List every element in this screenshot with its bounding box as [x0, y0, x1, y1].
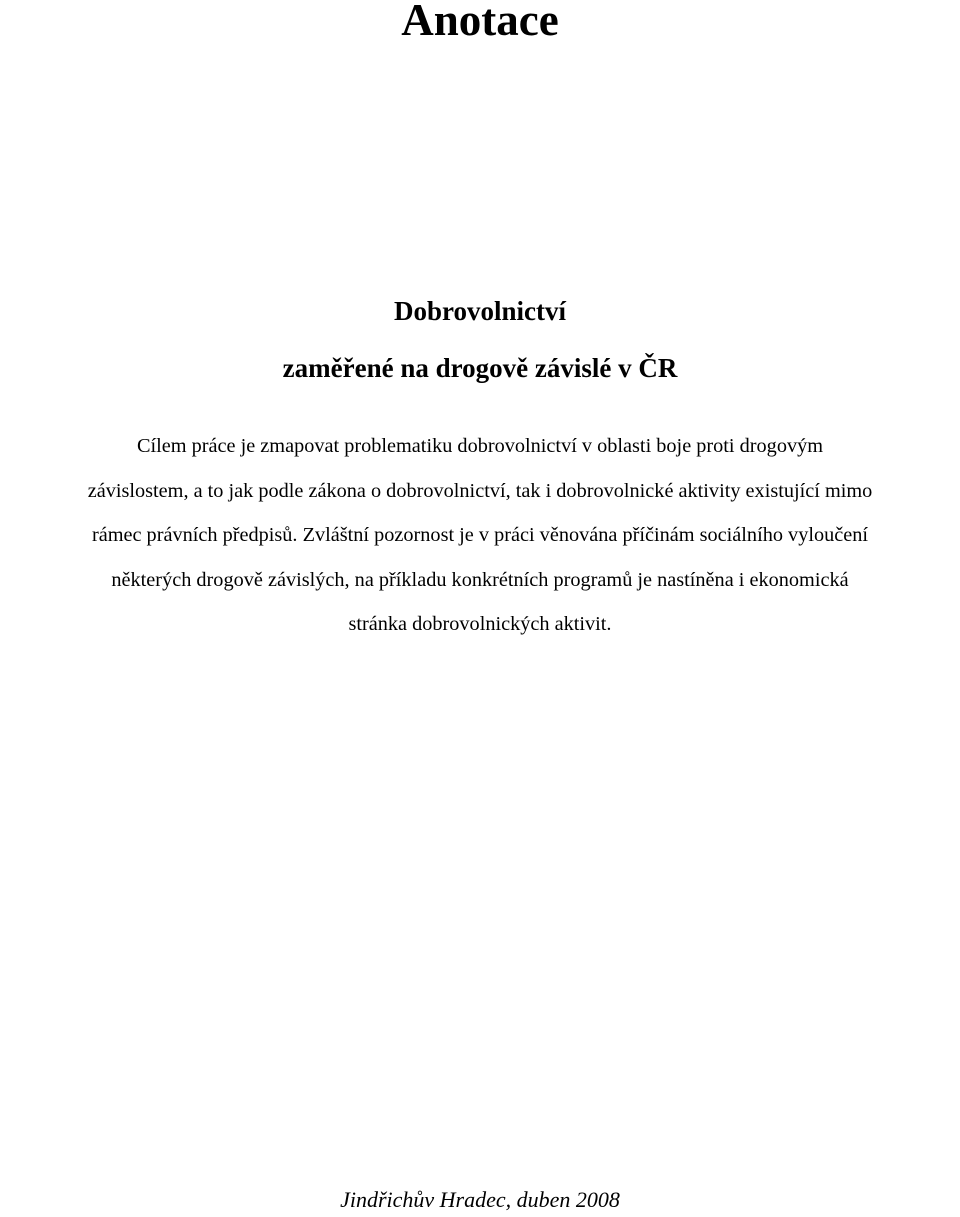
abstract-line-5: stránka dobrovolnických aktivit.	[348, 613, 612, 635]
abstract-line-2: závislostem, a to jak podle zákona o dobrovolnictví, tak i dobrovolnické aktivity existující mimo	[87, 479, 873, 502]
thesis-title-line-2: zaměřené na drogově závislé v ČR	[282, 353, 678, 383]
page-title: Anotace	[401, 0, 559, 45]
abstract-line-3: rámec právních předpisů. Zvláštní pozornost je v práci věnována příčinám sociálního vyloučení	[91, 524, 869, 546]
abstract-line-1: Cílem práce je zmapovat problematiku dobrovolnictví v oblasti boje proti drogovým	[136, 435, 824, 457]
place-and-date: Jindřichův Hradec, duben 2008	[340, 1187, 620, 1212]
abstract-line-4: některých drogově závislých, na příkladu konkrétních programů je nastíněna i ekonomická	[111, 568, 849, 591]
abstract-paragraph	[0, 424, 960, 647]
thesis-title-line-1: Dobrovolnictví	[393, 296, 566, 326]
